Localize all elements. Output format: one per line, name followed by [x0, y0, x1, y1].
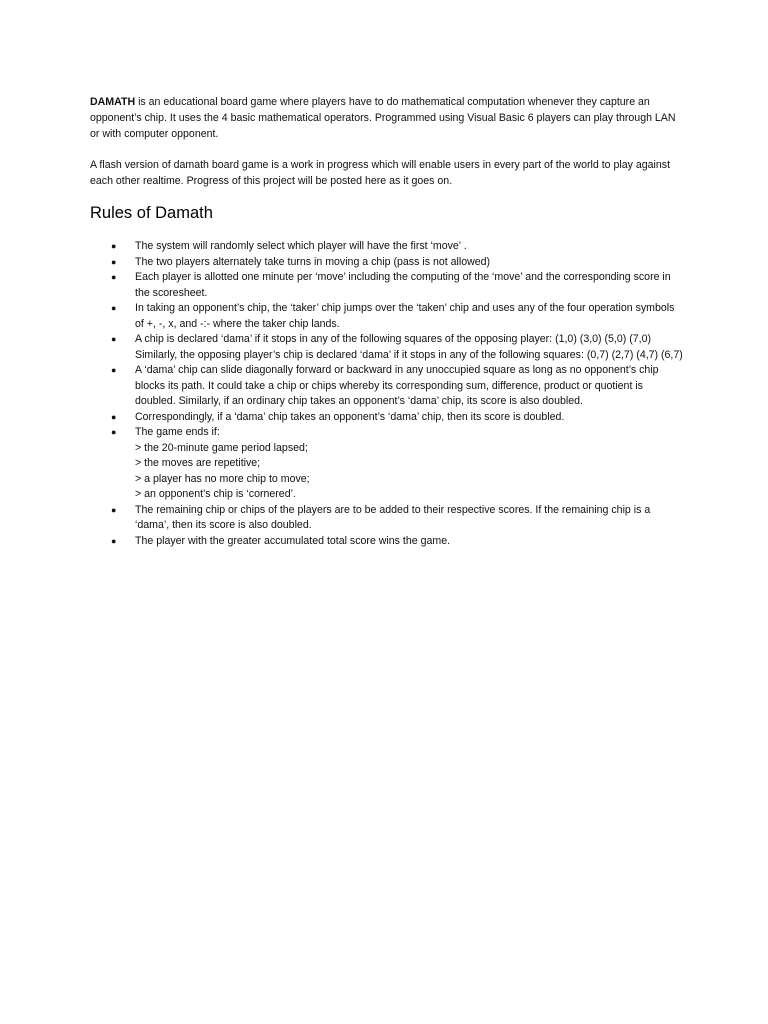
rule-item — [90, 239, 684, 255]
rule-text: The two players alternately take turns in moving a chip (pass is not allowed) — [135, 255, 491, 268]
bullet-icon: ● — [111, 256, 117, 267]
rule-item — [90, 534, 684, 550]
bullet-icon: ● — [111, 427, 117, 437]
rule-item — [90, 363, 684, 410]
bullet-icon: ● — [111, 303, 117, 313]
bullet-icon: ● — [111, 334, 117, 344]
rule-text: The system will randomly select which player will have the first ‘move’ . — [135, 240, 467, 252]
rule-item — [90, 255, 684, 271]
rule-text: In taking an opponent’s chip, the ‘taker’ chip jumps over the ‘taken’ chip and uses any of the four operation symbols of +, -, x, and -:- where the taker chip lands. — [135, 302, 675, 330]
flash-version-paragraph: A flash version of damath board game is a work in progress which will enable users in every part of the world to play against each other realtime. Progress of this project will be posted here as it goes on. — [90, 159, 671, 187]
rule-item-game-end — [90, 425, 684, 503]
rule-text: Correspondingly, if a ‘dama’ chip takes an opponent’s ‘dama’ chip, then its score is doubled. — [135, 410, 565, 423]
bullet-icon: ● — [111, 504, 117, 515]
rule-text: A ‘dama’ chip can slide diagonally forward or backward in any unoccupied square as long as no opponent’s chip blocks its path. It could take a chip or chips whereby its corresponding sum, difference, product or quotient is doubled. Similarly, if an ordinary chip takes an opponent’s ‘dama’ chip, its score is also doubled. — [135, 364, 659, 407]
game-end-condition: > a player has no more chip to move; — [135, 472, 310, 485]
bullet-icon: ● — [111, 535, 117, 546]
intro-paragraph — [90, 94, 684, 142]
rules-list — [90, 239, 684, 549]
game-end-condition: > the moves are repetitive; — [135, 457, 261, 469]
rule-item — [90, 270, 684, 301]
rule-text: The game ends if: — [135, 426, 220, 438]
rule-text: Each player is allotted one minute per ‘move’ including the computing of the ‘move’ and the corresponding score in the scoresheet. — [135, 271, 671, 299]
rule-text: The remaining chip or chips of the players are to be added to their respective scores. If the remaining chip is a ‘dama’, then its score is also doubled. — [135, 503, 651, 531]
intro-text: is an educational board game where players have to do mathematical computation whenever they capture an opponent’s chip. It uses the 4 basic mathematical operators. Programmed using Visual Basic 6 players can play through LAN or with computer opponent. — [90, 96, 676, 140]
rule-item — [90, 410, 684, 426]
document-page — [90, 94, 684, 549]
bullet-icon: ● — [111, 272, 117, 282]
rule-text: A chip is declared ‘dama’ if it stops in any of the following squares of the opposing player: (1,0) (3,0) (5,0) (7,0) Similarly, the opposing player’s chip is declared ‘dama’ if it stops in any of the following squares: (0,7) (2,7) (4,7) (6,7) — [135, 333, 683, 361]
bullet-icon: ● — [111, 241, 117, 251]
bullet-icon: ● — [111, 365, 117, 375]
game-end-condition: > an opponent’s chip is ‘cornered’. — [135, 488, 296, 500]
game-end-condition: > the 20-minute game period lapsed; — [135, 441, 308, 454]
section-heading: Rules of Damath — [90, 204, 213, 222]
bullet-icon: ● — [111, 411, 117, 422]
brand-name: DAMATH — [90, 96, 136, 108]
rule-item — [90, 503, 684, 534]
rule-text: The player with the greater accumulated total score wins the game. — [135, 534, 451, 547]
rule-item — [90, 332, 684, 363]
rule-item — [90, 301, 684, 332]
